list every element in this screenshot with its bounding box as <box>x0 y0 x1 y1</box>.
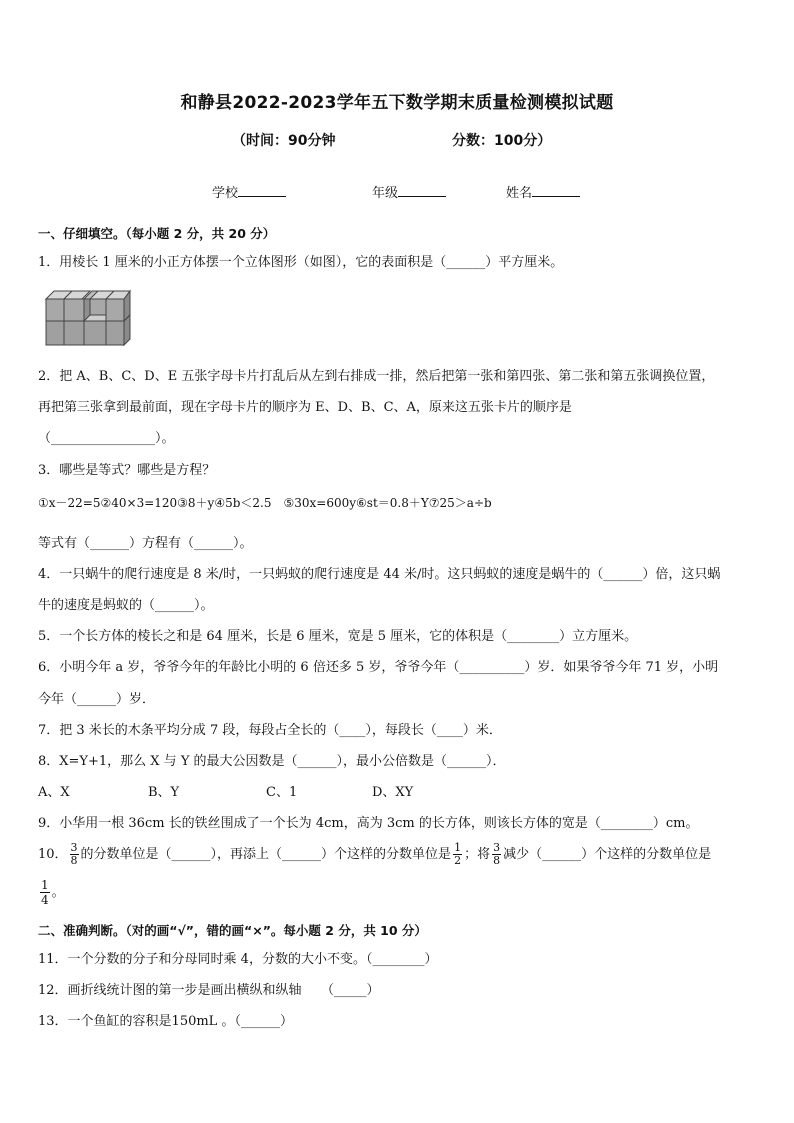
fraction-3-8 <box>70 842 79 867</box>
school-blank[interactable] <box>238 184 286 197</box>
fraction-denominator: 4 <box>41 893 49 907</box>
option-c: C、1 <box>266 785 298 800</box>
question-8: 8．X=Y+1，那么 X 与 Y 的最大公因数是（______），最小公倍数是（______）． <box>38 754 506 769</box>
fraction-numerator: 1 <box>41 878 49 892</box>
section-2-heading: 二、准确判断。（对的画“√”，错的画“×”。每小题 2 分，共 10 分） <box>38 923 427 938</box>
fraction-1-2 <box>453 842 462 867</box>
question-5: 5．一个长方体的棱长之和是 64 厘米，长是 6 厘米，宽是 5 厘米，它的体积是（________）立方厘米。 <box>38 629 638 644</box>
fraction-denominator: 2 <box>454 854 462 867</box>
question-10-end: 。 <box>51 885 65 900</box>
question-2-line-1: 2．把 A、B、C、D、E 五张字母卡片打乱后从左到右排成一排，然后把第一张和第四张、第二张和第五张调换位置， <box>38 369 715 384</box>
grade-blank[interactable] <box>398 184 446 197</box>
question-12: 12．画折线统计图的第一步是画出横纵和纵轴 （_____） <box>38 983 380 998</box>
fraction-denominator: 8 <box>70 854 78 867</box>
grade-label: 年级 <box>372 186 399 201</box>
question-10-part-3: 减少（______）个这样的分数单位是 <box>503 847 712 862</box>
fraction-numerator: 1 <box>454 841 462 854</box>
question-10 <box>38 842 711 867</box>
fraction-denominator: 8 <box>493 854 501 867</box>
name-field <box>506 182 580 201</box>
fraction-numerator: 3 <box>70 841 78 854</box>
question-3-line-1: 3．哪些是等式？哪些是方程？ <box>38 463 216 478</box>
question-2-line-3: （________________）。 <box>38 431 175 446</box>
fraction-numerator: 3 <box>493 841 501 854</box>
question-1: 1．用棱长 1 厘米的小正方体摆一个立体图形（如图），它的表面积是（______）平方厘米。 <box>38 255 564 270</box>
option-d: D、XY <box>372 785 414 800</box>
question-10-number: 10． <box>38 847 68 862</box>
page-title: 和静县2022-2023学年五下数学期末质量检测模拟试题 <box>180 93 614 113</box>
name-blank[interactable] <box>532 184 580 197</box>
option-a: A、X <box>38 785 70 800</box>
grade-field <box>372 182 446 201</box>
question-10-line-2 <box>38 878 65 907</box>
fraction-1-4 <box>40 878 50 907</box>
question-7: 7．把 3 米长的木条平均分成 7 段，每段占全长的（____），每段长（____）米． <box>38 723 502 738</box>
question-6-line-2: 今年（______）岁． <box>38 692 156 707</box>
question-3-line-3: 等式有（______）方程有（______）。 <box>38 536 253 551</box>
question-2-line-2: 再把第三张拿到最前面，现在字母卡片的顺序为 E、D、B、C、A，原来这五张卡片的顺序是 <box>38 400 572 415</box>
question-13: 13．一个鱼缸的容积是150mL 。（______） <box>38 1014 293 1029</box>
total-score: 分数：100分） <box>452 133 552 149</box>
question-6-line-1: 6．小明今年 a 岁，爷爷今年的年龄比小明的 6 倍还多 5 岁，爷爷今年（__________）岁．如果爷爷今年 71 岁，小明 <box>38 660 719 675</box>
question-4-line-2: 牛的速度是蚂蚁的（______）。 <box>38 598 214 613</box>
time-limit: （时间：90分钟 <box>232 133 336 149</box>
school-field <box>212 182 286 201</box>
option-b: B、Y <box>148 785 180 800</box>
section-1-heading: 一、仔细填空。（每小题 2 分，共 20 分） <box>38 226 276 241</box>
cube-figure <box>44 281 132 349</box>
question-10-part-1: 的分数单位是（______），再添上（______）个这样的分数单位是 <box>80 847 452 862</box>
school-label: 学校 <box>212 186 239 201</box>
fraction-3-8-second <box>492 842 501 867</box>
question-10-part-2: ；将 <box>464 847 491 862</box>
question-4-line-1: 4．一只蜗牛的爬行速度是 8 米/时，一只蚂蚁的爬行速度是 44 米/时。这只蚂蚁的速度是蜗牛的（______）倍，这只蜗 <box>38 567 721 582</box>
question-3-line-2: ①x－22=5②40×3=120③8＋y④5b＜2.5 ⑤30x=600y⑥st＝0.8＋Y⑦25＞a÷b <box>38 496 492 510</box>
question-11: 11．一个分数的分子和分母同时乘 4，分数的大小不变。（________） <box>38 952 438 967</box>
name-label: 姓名 <box>506 186 533 201</box>
question-9: 9．小华用一根 36cm 长的铁丝围成了一个长为 4cm，高为 3cm 的长方体，则该长方体的宽是（________）cm。 <box>38 816 699 831</box>
